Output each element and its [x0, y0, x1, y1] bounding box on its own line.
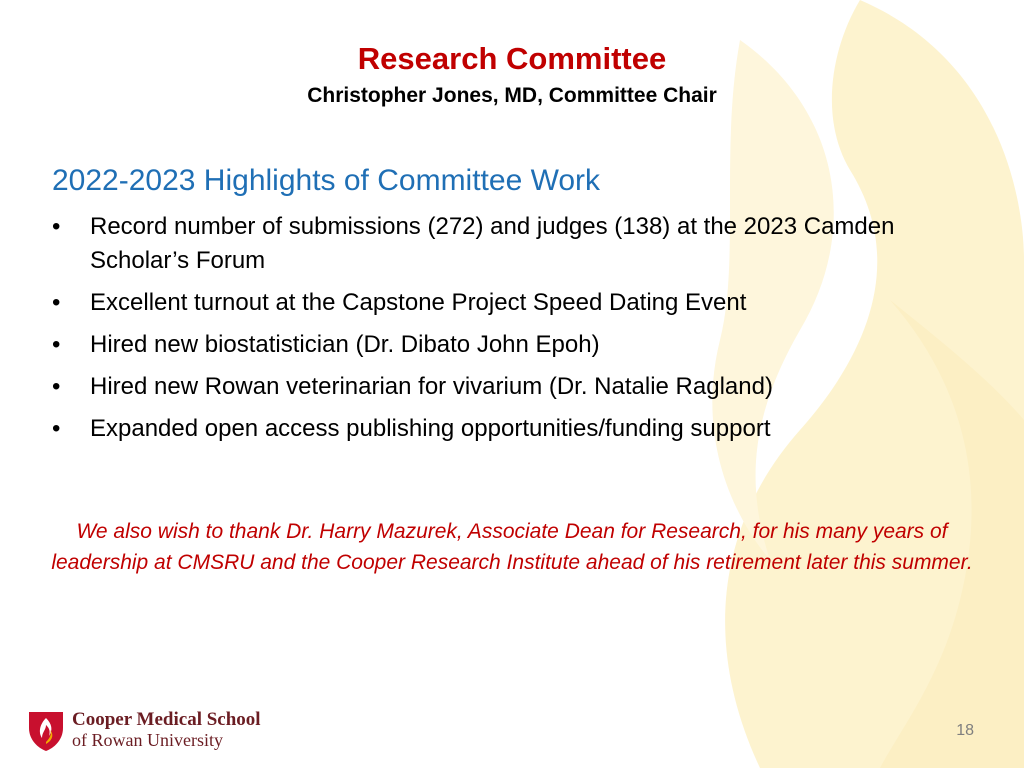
bullet-dot-icon: • — [52, 415, 61, 442]
list-item — [52, 370, 952, 404]
list-item-text: Hired new Rowan veterinarian for vivarium (Dr. Natalie Ragland) — [90, 373, 773, 400]
bullet-dot-icon: • — [52, 373, 61, 400]
slide-subtitle: Christopher Jones, MD, Committee Chair — [307, 84, 717, 107]
list-item-text: Expanded open access publishing opportunities/funding support — [90, 415, 771, 442]
list-item-text: Excellent turnout at the Capstone Project Speed Dating Event — [90, 289, 747, 316]
logo-line1: Cooper Medical School — [72, 709, 261, 730]
logo-line2: of Rowan University — [72, 730, 223, 750]
list-item-text: Hired new biostatistician (Dr. Dibato John Epoh) — [90, 331, 600, 358]
bullet-dot-icon: • — [52, 331, 61, 358]
school-logo — [26, 708, 261, 752]
logo-wordmark — [72, 710, 261, 750]
section-heading: 2022-2023 Highlights of Committee Work — [52, 164, 601, 197]
slide-title: Research Committee — [357, 41, 667, 76]
list-item — [52, 286, 952, 320]
list-item — [52, 328, 952, 362]
highlights-list — [52, 210, 952, 454]
page-number: 18 — [956, 722, 974, 739]
flame-shield-icon — [26, 708, 66, 752]
list-item — [52, 412, 952, 446]
bullet-dot-icon: • — [52, 213, 61, 240]
list-item-text: Record number of submissions (272) and judges (138) at the 2023 Camden Scholar’s Forum — [90, 213, 895, 274]
bullet-dot-icon: • — [52, 289, 61, 316]
thanks-note: We also wish to thank Dr. Harry Mazurek, Associate Dean for Research, for his many years of leadership at CMSRU and the Cooper Research Institute ahead of his retirement later this summer. — [51, 520, 973, 574]
list-item — [52, 210, 952, 278]
